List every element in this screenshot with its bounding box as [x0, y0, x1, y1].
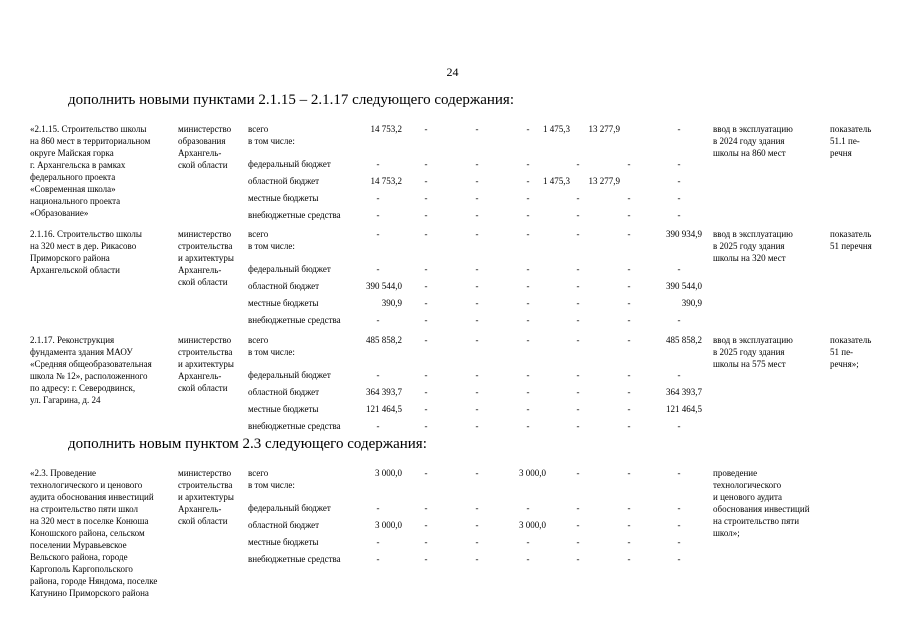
measure-name-line: «2.3. Проведение — [30, 468, 97, 478]
empty-value-dash: - — [627, 421, 631, 431]
amount-value: 485 858,2 — [666, 335, 702, 345]
empty-value-dash: - — [526, 387, 530, 397]
empty-value-dash: - — [627, 520, 631, 530]
empty-value-dash: - — [526, 210, 530, 220]
empty-value-dash: - — [475, 520, 479, 530]
empty-value-dash: - — [576, 520, 580, 530]
measure-name-line: Вельского района, городе — [30, 552, 128, 562]
funding-source-label: федеральный бюджет — [248, 159, 331, 169]
amount-value: 3 000,0 — [375, 468, 402, 478]
empty-value-dash: - — [526, 124, 530, 134]
amount-value: 390 934,9 — [666, 229, 702, 239]
empty-value-dash: - — [677, 520, 681, 530]
empty-value-dash: - — [424, 281, 428, 291]
empty-value-dash: - — [627, 503, 631, 513]
measure-name-line: Приморского района — [30, 253, 110, 263]
empty-value-dash: - — [576, 210, 580, 220]
empty-value-dash: - — [475, 176, 479, 186]
measure-name-line: фундамента здания МАОУ — [30, 347, 133, 357]
empty-value-dash: - — [424, 421, 428, 431]
section-heading-2: дополнить новым пунктом 2.3 следующего содержания: — [68, 436, 427, 452]
empty-value-dash: - — [376, 315, 380, 325]
measure-name-line: на 320 мест в поселке Конюша — [30, 516, 149, 526]
empty-value-dash: - — [475, 537, 479, 547]
funding-source-label: внебюджетные средства — [248, 210, 341, 220]
amount-value: 13 277,9 — [588, 124, 620, 134]
funding-source-label: всего — [248, 335, 269, 345]
empty-value-dash: - — [576, 335, 580, 345]
empty-value-dash: - — [376, 264, 380, 274]
empty-value-dash: - — [627, 335, 631, 345]
empty-value-dash: - — [376, 554, 380, 564]
executor-line: и архитектуры — [178, 253, 234, 263]
empty-value-dash: - — [526, 298, 530, 308]
result-line: школы на 575 мест — [713, 359, 786, 369]
empty-value-dash: - — [627, 315, 631, 325]
measure-name-line: Каргополь Каргопольского — [30, 564, 133, 574]
funding-source-label: областной бюджет — [248, 387, 320, 397]
amount-value: 13 277,9 — [588, 176, 620, 186]
empty-value-dash: - — [627, 264, 631, 274]
empty-value-dash: - — [576, 193, 580, 203]
empty-value-dash: - — [424, 193, 428, 203]
empty-value-dash: - — [376, 421, 380, 431]
empty-value-dash: - — [424, 229, 428, 239]
measure-name-line: «2.1.15. Строительство школы — [30, 124, 147, 134]
funding-source-label: всего — [248, 468, 269, 478]
executor-line: Архангель- — [178, 265, 222, 275]
empty-value-dash: - — [677, 537, 681, 547]
measure-name-line: «Средняя общеобразовательная — [30, 359, 152, 369]
executor-line: министерство — [178, 124, 232, 134]
section-heading-1: дополнить новыми пунктами 2.1.15 – 2.1.17 следующего содержания: — [68, 92, 515, 108]
amount-value: 390 544,0 — [366, 281, 402, 291]
measure-name-line: Катунино Приморского района — [30, 588, 149, 598]
indicator-line: показатель — [830, 335, 872, 345]
indicator-line: 51 перечня — [830, 241, 872, 251]
empty-value-dash: - — [475, 298, 479, 308]
executor-line: ской области — [178, 383, 228, 393]
empty-value-dash: - — [376, 537, 380, 547]
indicator-line: речня — [830, 148, 852, 158]
empty-value-dash: - — [376, 229, 380, 239]
measure-name-line: ул. Гагарина, д. 24 — [30, 395, 101, 405]
empty-value-dash: - — [526, 537, 530, 547]
empty-value-dash: - — [526, 370, 530, 380]
funding-including-label: в том числе: — [248, 347, 295, 357]
indicator-line: показатель — [830, 124, 872, 134]
empty-value-dash: - — [576, 298, 580, 308]
funding-source-label: местные бюджеты — [248, 537, 319, 547]
result-line: школ»; — [713, 528, 740, 538]
executor-line: министерство — [178, 229, 232, 239]
empty-value-dash: - — [526, 229, 530, 239]
empty-value-dash: - — [576, 468, 580, 478]
empty-value-dash: - — [526, 554, 530, 564]
empty-value-dash: - — [677, 554, 681, 564]
empty-value-dash: - — [424, 159, 428, 169]
measure-name-line: школа № 12», расположенного — [30, 371, 148, 381]
empty-value-dash: - — [627, 159, 631, 169]
empty-value-dash: - — [475, 503, 479, 513]
empty-value-dash: - — [677, 264, 681, 274]
executor-line: Архангель- — [178, 371, 222, 381]
empty-value-dash: - — [677, 468, 681, 478]
funding-source-label: внебюджетные средства — [248, 554, 341, 564]
empty-value-dash: - — [677, 210, 681, 220]
amount-value: 3 000,0 — [519, 468, 546, 478]
empty-value-dash: - — [376, 159, 380, 169]
funding-source-label: федеральный бюджет — [248, 503, 331, 513]
indicator-line: 51.1 пе- — [830, 136, 860, 146]
result-line: обоснования инвестиций — [713, 504, 810, 514]
empty-value-dash: - — [526, 176, 530, 186]
executor-line: Архангель- — [178, 148, 222, 158]
empty-value-dash: - — [576, 387, 580, 397]
empty-value-dash: - — [475, 404, 479, 414]
empty-value-dash: - — [677, 193, 681, 203]
result-line: и ценового аудита — [713, 492, 783, 502]
empty-value-dash: - — [376, 210, 380, 220]
amount-value: 390 544,0 — [666, 281, 702, 291]
amount-value: 364 393,7 — [366, 387, 402, 397]
empty-value-dash: - — [526, 404, 530, 414]
empty-value-dash: - — [424, 503, 428, 513]
empty-value-dash: - — [677, 421, 681, 431]
empty-value-dash: - — [376, 193, 380, 203]
result-line: в 2025 году здания — [713, 241, 785, 251]
empty-value-dash: - — [376, 370, 380, 380]
empty-value-dash: - — [475, 210, 479, 220]
empty-value-dash: - — [475, 281, 479, 291]
measure-name-line: на строительство пяти школ — [30, 504, 138, 514]
executor-line: ской области — [178, 277, 228, 287]
empty-value-dash: - — [475, 468, 479, 478]
measure-name-line: на 320 мест в дер. Рикасово — [30, 241, 137, 251]
measure-name-line: федерального проекта — [30, 172, 116, 182]
empty-value-dash: - — [627, 193, 631, 203]
funding-including-label: в том числе: — [248, 241, 295, 251]
empty-value-dash: - — [576, 264, 580, 274]
executor-line: и архитектуры — [178, 492, 234, 502]
empty-value-dash: - — [424, 315, 428, 325]
funding-source-label: местные бюджеты — [248, 298, 319, 308]
funding-source-label: областной бюджет — [248, 176, 320, 186]
page-number: 24 — [446, 65, 459, 79]
amount-value: 3 000,0 — [375, 520, 402, 530]
empty-value-dash: - — [627, 370, 631, 380]
empty-value-dash: - — [576, 404, 580, 414]
funding-source-label: внебюджетные средства — [248, 421, 341, 431]
result-line: проведение — [713, 468, 758, 478]
empty-value-dash: - — [475, 387, 479, 397]
empty-value-dash: - — [627, 298, 631, 308]
empty-value-dash: - — [627, 554, 631, 564]
empty-value-dash: - — [424, 468, 428, 478]
indicator-line: 51 пе- — [830, 347, 854, 357]
funding-including-label: в том числе: — [248, 136, 295, 146]
executor-line: министерство — [178, 335, 232, 345]
amount-value: 14 753,2 — [370, 176, 402, 186]
empty-value-dash: - — [627, 468, 631, 478]
amount-value: 14 753,2 — [370, 124, 402, 134]
executor-line: Архангель- — [178, 504, 222, 514]
empty-value-dash: - — [677, 503, 681, 513]
empty-value-dash: - — [475, 159, 479, 169]
empty-value-dash: - — [576, 229, 580, 239]
empty-value-dash: - — [424, 210, 428, 220]
empty-value-dash: - — [526, 335, 530, 345]
empty-value-dash: - — [475, 264, 479, 274]
empty-value-dash: - — [475, 229, 479, 239]
empty-value-dash: - — [627, 210, 631, 220]
empty-value-dash: - — [526, 264, 530, 274]
empty-value-dash: - — [576, 554, 580, 564]
executor-line: строительства — [178, 347, 233, 357]
measure-name-line: поселении Муравьевское — [30, 540, 127, 550]
empty-value-dash: - — [677, 176, 681, 186]
executor-line: строительства — [178, 480, 233, 490]
measure-name-line: Коношского района, сельском — [30, 528, 145, 538]
empty-value-dash: - — [677, 370, 681, 380]
empty-value-dash: - — [677, 159, 681, 169]
empty-value-dash: - — [677, 315, 681, 325]
empty-value-dash: - — [576, 370, 580, 380]
amount-value: 1 475,3 — [543, 176, 570, 186]
measure-name-line: района, городе Няндома, поселке — [30, 576, 158, 586]
measure-name-line: на 860 мест в территориальном — [30, 136, 151, 146]
amount-value: 121 464,5 — [666, 404, 702, 414]
result-line: технологического — [713, 480, 782, 490]
empty-value-dash: - — [526, 159, 530, 169]
result-line: ввод в эксплуатацию — [713, 229, 793, 239]
executor-line: образования — [178, 136, 226, 146]
funding-source-label: внебюджетные средства — [248, 315, 341, 325]
empty-value-dash: - — [576, 421, 580, 431]
empty-value-dash: - — [627, 387, 631, 397]
executor-line: и архитектуры — [178, 359, 234, 369]
empty-value-dash: - — [526, 503, 530, 513]
funding-including-label: в том числе: — [248, 480, 295, 490]
empty-value-dash: - — [424, 537, 428, 547]
measure-name-line: Архангельской области — [30, 265, 120, 275]
executor-line: ской области — [178, 516, 228, 526]
measure-name-line: «Образование» — [30, 208, 89, 218]
amount-value: 364 393,7 — [666, 387, 702, 397]
empty-value-dash: - — [475, 193, 479, 203]
empty-value-dash: - — [576, 537, 580, 547]
funding-source-label: областной бюджет — [248, 281, 320, 291]
empty-value-dash: - — [475, 421, 479, 431]
indicator-line: показатель — [830, 229, 872, 239]
measure-name-line: 2.1.17. Реконструкция — [30, 335, 115, 345]
result-line: в 2025 году здания — [713, 347, 785, 357]
funding-source-label: федеральный бюджет — [248, 264, 331, 274]
empty-value-dash: - — [424, 554, 428, 564]
empty-value-dash: - — [475, 335, 479, 345]
measure-name-line: «Современная школа» — [30, 184, 116, 194]
empty-value-dash: - — [424, 124, 428, 134]
amount-value: 3 000,0 — [519, 520, 546, 530]
empty-value-dash: - — [475, 315, 479, 325]
funding-source-label: местные бюджеты — [248, 404, 319, 414]
result-line: в 2024 году здания — [713, 136, 785, 146]
measure-name-line: 2.1.16. Строительство школы — [30, 229, 142, 239]
empty-value-dash: - — [424, 370, 428, 380]
amount-value: 1 475,3 — [543, 124, 570, 134]
empty-value-dash: - — [526, 193, 530, 203]
empty-value-dash: - — [475, 124, 479, 134]
empty-value-dash: - — [424, 298, 428, 308]
empty-value-dash: - — [475, 370, 479, 380]
amount-value: 390,9 — [681, 298, 702, 308]
executor-line: министерство — [178, 468, 232, 478]
result-line: школы на 320 мест — [713, 253, 786, 263]
measure-name-line: округе Майская горка — [30, 148, 114, 158]
empty-value-dash: - — [526, 421, 530, 431]
measure-name-line: национального проекта — [30, 196, 121, 206]
empty-value-dash: - — [424, 335, 428, 345]
empty-value-dash: - — [677, 124, 681, 134]
result-line: ввод в эксплуатацию — [713, 335, 793, 345]
empty-value-dash: - — [576, 503, 580, 513]
executor-line: ской области — [178, 160, 228, 170]
empty-value-dash: - — [526, 281, 530, 291]
empty-value-dash: - — [627, 537, 631, 547]
indicator-line: речня»; — [830, 359, 859, 369]
empty-value-dash: - — [627, 281, 631, 291]
empty-value-dash: - — [475, 554, 479, 564]
amount-value: 485 858,2 — [366, 335, 402, 345]
measure-name-line: технологического и ценового — [30, 480, 143, 490]
measure-name-line: по адресу: г. Северодвинск, — [30, 383, 136, 393]
funding-source-label: всего — [248, 124, 269, 134]
empty-value-dash: - — [424, 387, 428, 397]
funding-source-label: всего — [248, 229, 269, 239]
empty-value-dash: - — [424, 520, 428, 530]
empty-value-dash: - — [424, 264, 428, 274]
empty-value-dash: - — [627, 229, 631, 239]
empty-value-dash: - — [576, 281, 580, 291]
measure-name-line: аудита обоснования инвестиций — [30, 492, 154, 502]
empty-value-dash: - — [526, 315, 530, 325]
amount-value: 390,9 — [381, 298, 402, 308]
funding-source-label: местные бюджеты — [248, 193, 319, 203]
amount-value: 121 464,5 — [366, 404, 402, 414]
executor-line: строительства — [178, 241, 233, 251]
empty-value-dash: - — [424, 404, 428, 414]
funding-source-label: областной бюджет — [248, 520, 320, 530]
empty-value-dash: - — [576, 159, 580, 169]
empty-value-dash: - — [424, 176, 428, 186]
measure-name-line: г. Архангельска в рамках — [30, 160, 126, 170]
empty-value-dash: - — [627, 404, 631, 414]
result-line: ввод в эксплуатацию — [713, 124, 793, 134]
result-line: школы на 860 мест — [713, 148, 786, 158]
empty-value-dash: - — [376, 503, 380, 513]
funding-source-label: федеральный бюджет — [248, 370, 331, 380]
empty-value-dash: - — [576, 315, 580, 325]
result-line: на строительство пяти — [713, 516, 800, 526]
